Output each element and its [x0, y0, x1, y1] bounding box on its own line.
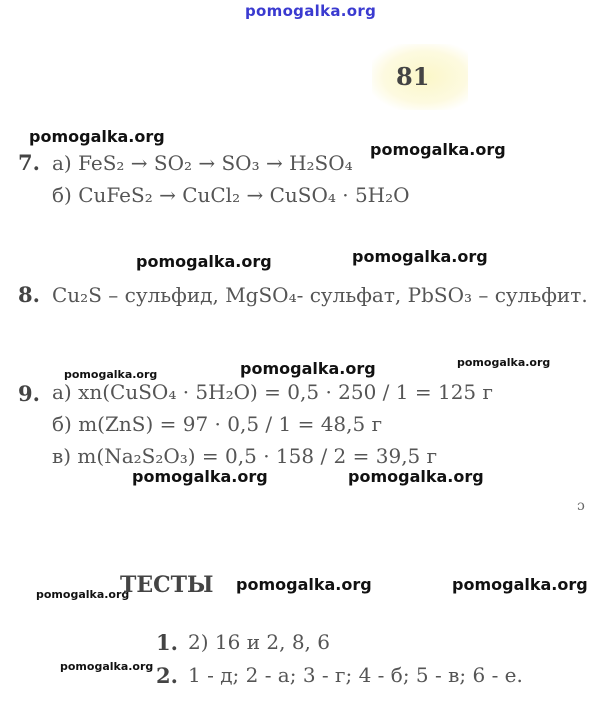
- watermark: pomogalka.org: [64, 368, 158, 381]
- watermark: pomogalka.org: [236, 575, 372, 594]
- page-number: 81: [396, 62, 430, 91]
- task-9-line-a: а) xn(CuSO₄ · 5H₂O) = 0,5 · 250 / 1 = 125 г: [52, 380, 493, 404]
- test-2-answer: 1 - д; 2 - а; 3 - г; 4 - б; 5 - в; 6 - е.: [188, 663, 523, 687]
- task-8-line: Cu₂S – сульфид, MgSO₄- сульфат, PbSO₃ – сульфит.: [52, 283, 588, 307]
- task-8-number: 8.: [18, 282, 40, 307]
- watermark: pomogalka.org: [29, 127, 165, 146]
- task-9-line-c: в) m(Na₂S₂O₃) = 0,5 · 158 / 2 = 39,5 г: [52, 444, 438, 468]
- watermark: pomogalka.org: [36, 588, 130, 601]
- task-7-number: 7.: [18, 150, 40, 175]
- watermark: pomogalka.org: [136, 252, 272, 271]
- stray-mark: ɔ: [577, 498, 585, 514]
- test-1-number: 1.: [156, 630, 178, 655]
- watermark: pomogalka.org: [132, 467, 268, 486]
- watermark: pomogalka.org: [352, 247, 488, 266]
- task-9-line-b: б) m(ZnS) = 97 · 0,5 / 1 = 48,5 г: [52, 412, 383, 436]
- site-header-link[interactable]: pomogalka.org: [245, 2, 377, 20]
- watermark: pomogalka.org: [348, 467, 484, 486]
- watermark: pomogalka.org: [452, 575, 588, 594]
- test-2-number: 2.: [156, 663, 178, 688]
- test-1-answer: 2) 16 и 2, 8, 6: [188, 630, 330, 654]
- tests-heading: ТЕСТЫ: [120, 572, 214, 598]
- watermark: pomogalka.org: [240, 359, 376, 378]
- watermark: pomogalka.org: [370, 140, 506, 159]
- task-7-line-b: б) CuFeS₂ → CuCl₂ → CuSO₄ · 5H₂O: [52, 183, 410, 207]
- watermark: pomogalka.org: [457, 356, 551, 369]
- watermark: pomogalka.org: [60, 660, 154, 673]
- task-7-line-a: а) FeS₂ → SO₂ → SO₃ → H₂SO₄: [52, 151, 353, 175]
- task-9-number: 9.: [18, 381, 40, 406]
